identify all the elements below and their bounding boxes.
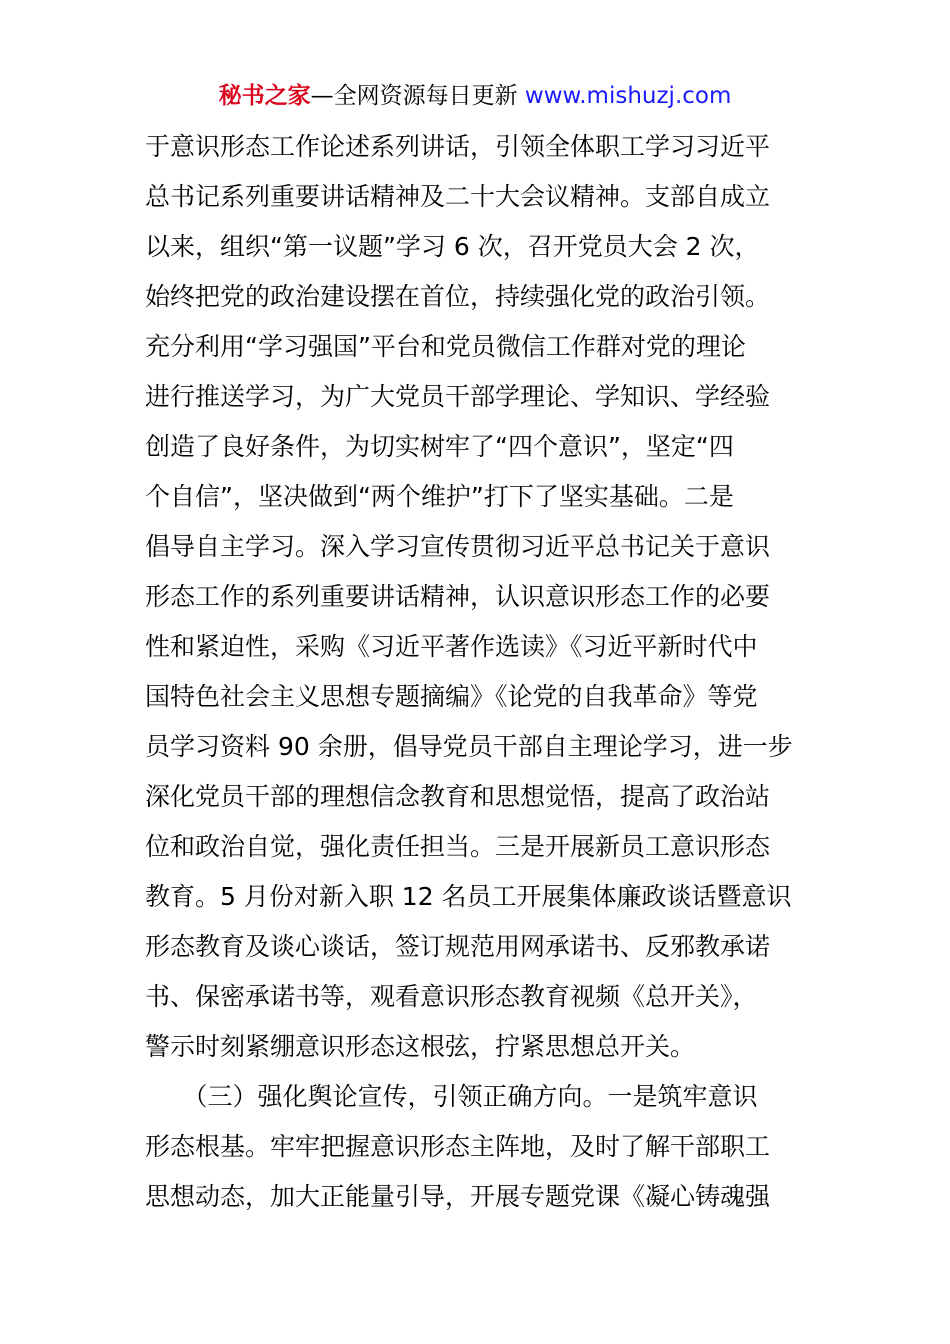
text-line: 员学习资料 90 余册，倡导党员干部自主理论学习，进一步 xyxy=(145,732,793,761)
text-line: 始终把党的政治建设摆在首位，持续强化党的政治引领。 xyxy=(145,282,771,311)
text-line: 充分利用“学习强国”平台和党员微信工作群对党的理论 xyxy=(145,332,746,361)
text-line: 思想动态，加大正能量引导，开展专题党课《凝心铸魂强 xyxy=(145,1182,771,1211)
text-line: 于意识形态工作论述系列讲话，引领全体职工学习习近平 xyxy=(145,132,771,161)
brand-name: 秘书之家 xyxy=(218,83,311,109)
text-line: 创造了良好条件，为切实树牢了“四个意识”，坚定“四 xyxy=(145,432,734,461)
text-line: 书、保密承诺书等，观看意识形态教育视频《总开关》， xyxy=(145,982,758,1011)
text-line: 进行推送学习，为广大党员干部学理论、学知识、学经验 xyxy=(145,382,771,411)
text-line: （三）强化舆论宣传，引领正确方向。一是筑牢意识 xyxy=(145,1082,758,1111)
text-line: 深化党员干部的理想信念教育和思想觉悟，提高了政治站 xyxy=(145,782,771,811)
page-header xyxy=(0,80,950,112)
text-line: 教育。5 月份对新入职 12 名员工开展集体廉政谈话暨意识 xyxy=(145,882,792,911)
site-url-link[interactable]: www.mishuzj.com xyxy=(524,83,732,109)
text-line: 国特色社会主义思想专题摘编》《论党的自我革命》等党 xyxy=(145,682,758,711)
text-line: 形态工作的系列重要讲话精神，认识意识形态工作的必要 xyxy=(145,582,771,611)
document-body xyxy=(145,122,810,1222)
header-tagline: —全网资源每日更新 xyxy=(310,83,525,109)
text-line: 总书记系列重要讲话精神及二十大会议精神。支部自成立 xyxy=(145,182,771,211)
text-line: 以来，组织“第一议题”学习 6 次，召开党员大会 2 次， xyxy=(145,232,760,261)
text-line: 警示时刻紧绷意识形态这根弦，拧紧思想总开关。 xyxy=(145,1032,696,1061)
text-line: 倡导自主学习。深入学习宣传贯彻习近平总书记关于意识 xyxy=(145,532,771,561)
text-line: 个自信”，坚决做到“两个维护”打下了坚实基础。二是 xyxy=(145,482,734,511)
text-line: 位和政治自觉，强化责任担当。三是开展新员工意识形态 xyxy=(145,832,771,861)
text-line: 形态教育及谈心谈话，签订规范用网承诺书、反邪教承诺 xyxy=(145,932,771,961)
text-line: 性和紧迫性，采购《习近平著作选读》《习近平新时代中 xyxy=(145,632,758,661)
text-line: 形态根基。牢牢把握意识形态主阵地，及时了解干部职工 xyxy=(145,1132,771,1161)
